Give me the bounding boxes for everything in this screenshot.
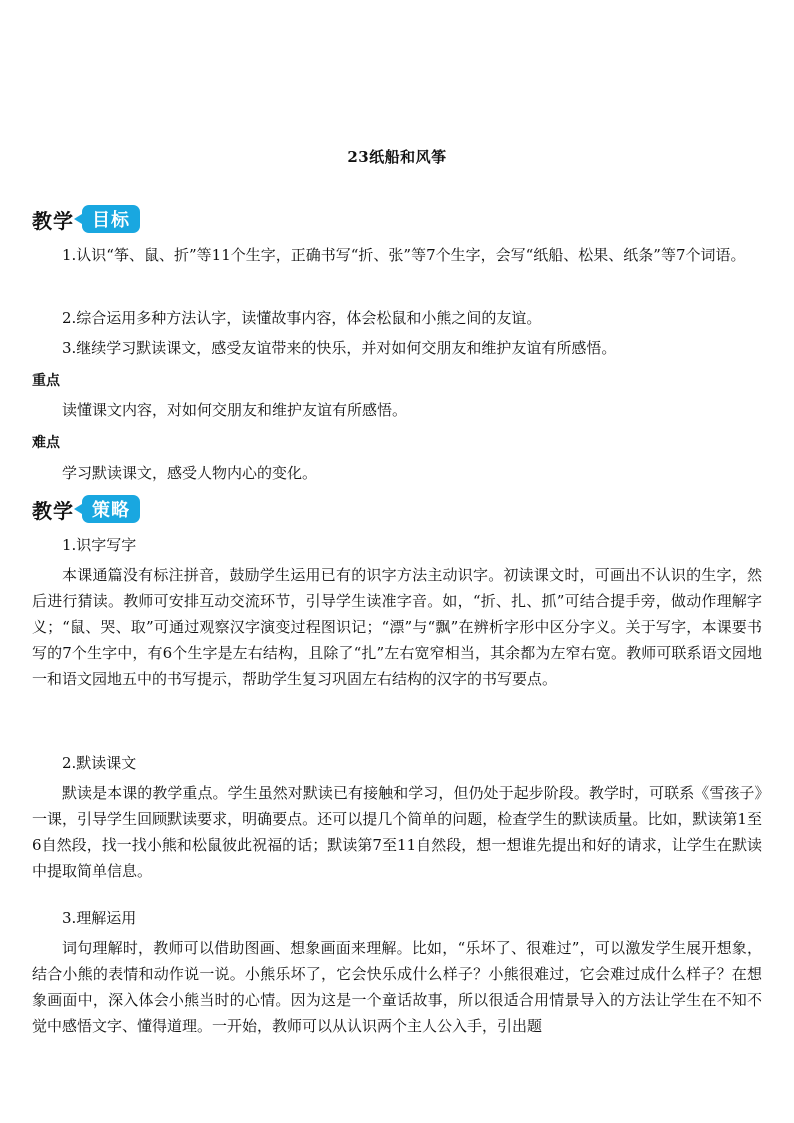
strategy-heading-2: 2.默读课文 [62, 754, 137, 772]
section-header-lead: 教学 [32, 498, 74, 523]
strategy-heading-1: 1.识字写字 [62, 536, 137, 554]
teaching-strategy-header [32, 494, 140, 524]
difficulty-text: 学习默读课文，感受人物内心的变化。 [62, 464, 318, 482]
section-header-badge: 目标 [82, 205, 140, 233]
goal-item-1: 1.认识“筝、鼠、折”等11个生字，正确书写“折、张”等7个生字，会写“纸船、松果、纸条”等7个词语。 [62, 246, 746, 264]
key-point-label: 重点 [32, 373, 60, 389]
lesson-title: 23纸船和风筝 [347, 148, 447, 166]
goal-item-3: 3.继续学习默读课文，感受友谊带来的快乐，并对如何交朋友和维护友谊有所感悟。 [62, 339, 617, 357]
difficulty-label: 难点 [32, 435, 60, 451]
section-header-badge: 策略 [82, 495, 140, 523]
strategy-text-2: 默读是本课的教学重点。学生虽然对默读已有接触和学习，但仍处于起步阶段。教学时，可联系《雪孩子》一课，引导学生回顾默读要求，明确要点。还可以提几个简单的问题，检查学生的默读质量。比如，默读第1至6自然段，找一找小熊和松鼠彼此祝福的话；默读第7至11自然段，想一想谁先提出和好的请求，让学生在默读中提取简单信息。 [32, 784, 762, 880]
strategy-text-3: 词句理解时，教师可以借助图画、想象画面来理解。比如，“乐坏了、很难过”，可以激发学生展开想象，结合小熊的表情和动作说一说。小熊乐坏了，它会快乐成什么样子？小熊很难过，它会难过成什么样子？在想象画面中，深入体会小熊当时的心情。因为这是一个童话故事，所以很适合用情景导入的方法让学生在不知不觉中感悟文字、懂得道理。一开始，教师可以从认识两个主人公入手，引出题 [32, 939, 762, 1035]
goal-item-2: 2.综合运用多种方法认字，读懂故事内容，体会松鼠和小熊之间的友谊。 [62, 309, 542, 327]
key-point-text: 读懂课文内容，对如何交朋友和维护友谊有所感悟。 [62, 401, 408, 419]
strategy-text-1: 本课通篇没有标注拼音，鼓励学生运用已有的识字方法主动识字。初读课文时，可画出不认识的生字，然后进行猜读。教师可安排互动交流环节，引导学生读准字音。如，“折、扎、抓”可结合提手旁，做动作理解字义；“鼠、哭、取”可通过观察汉字演变过程图识记；“漂”与“飘”在辨析字形中区分字义。关于写字，本课要书写的7个生字中，有6个生字是左右结构，且除了“扎”左右宽窄相当，其余都为左窄右宽。教师可联系语文园地一和语文园地五中的书写提示，帮助学生复习巩固左右结构的汉字的书写要点。 [32, 566, 762, 688]
strategy-heading-3: 3.理解运用 [62, 909, 137, 927]
teaching-goals-header [32, 204, 140, 234]
section-header-lead: 教学 [32, 208, 74, 233]
